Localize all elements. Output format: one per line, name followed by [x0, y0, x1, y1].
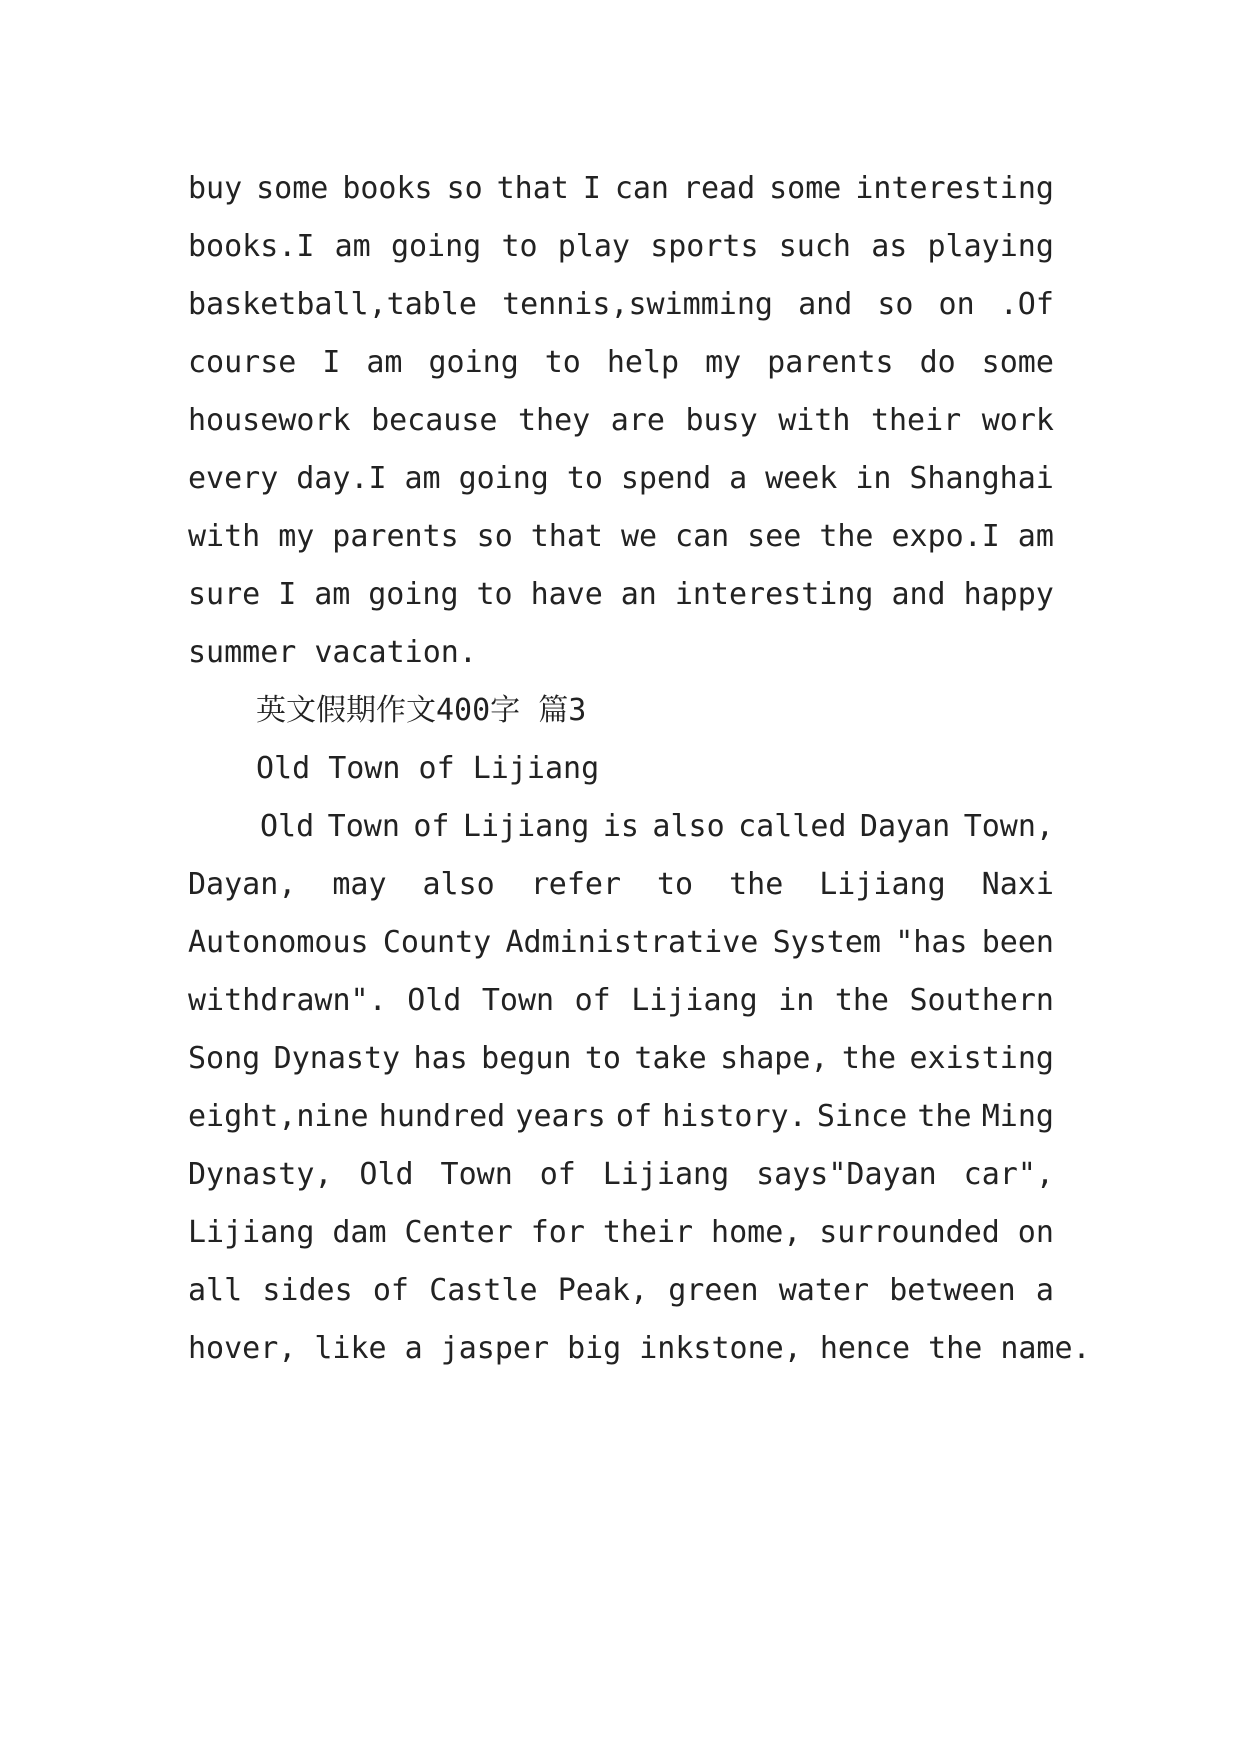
word: busy: [685, 403, 758, 438]
word: going: [458, 461, 549, 496]
word: also: [422, 867, 495, 902]
word: summer: [188, 635, 297, 670]
word: in: [778, 983, 815, 1018]
word: of: [539, 1157, 576, 1192]
word: Castle: [429, 1273, 538, 1308]
word: the: [834, 983, 889, 1018]
word: Town: [440, 1157, 513, 1192]
word: a: [1035, 1273, 1054, 1308]
word: to: [566, 461, 603, 496]
word: I: [278, 577, 297, 612]
word: Dayan,: [188, 867, 297, 902]
word: spend: [620, 461, 712, 496]
word: car",: [963, 1157, 1054, 1192]
text-line: [188, 1088, 1054, 1146]
word: books.I: [188, 229, 315, 264]
word: so: [476, 519, 513, 554]
word: of: [413, 809, 450, 844]
word: Ming: [981, 1099, 1054, 1134]
word: some: [256, 171, 329, 206]
text-line: [188, 450, 1054, 508]
word: and: [891, 577, 946, 612]
word: to: [544, 345, 581, 380]
word: every: [188, 461, 279, 496]
text-line: [188, 566, 1054, 624]
word: hence: [819, 1331, 911, 1366]
word: Peak,: [557, 1273, 649, 1308]
text-line: [188, 856, 1054, 914]
word: basketball,table: [188, 287, 477, 322]
essay-title-text: Old Town of Lijiang: [256, 751, 600, 786]
word: am: [314, 577, 351, 612]
word: that: [496, 171, 569, 206]
word: Lijiang: [462, 809, 590, 844]
word: do: [919, 345, 956, 380]
word: dam: [332, 1215, 387, 1250]
word: going: [390, 229, 482, 264]
text-line: [188, 392, 1054, 450]
word: their: [602, 1215, 694, 1250]
word: am: [366, 345, 403, 380]
word: of: [372, 1273, 409, 1308]
word: sure: [188, 577, 261, 612]
word: such: [778, 229, 851, 264]
word: the: [819, 519, 874, 554]
text-line: [188, 972, 1054, 1030]
text-line: [188, 1262, 1054, 1320]
word: Autonomous: [188, 925, 369, 960]
word: can: [675, 519, 730, 554]
text-line: [188, 1030, 1054, 1088]
word: the: [928, 1331, 983, 1366]
section-heading-text: 英文假期作文400字 篇3: [256, 693, 587, 728]
word: Shanghai: [909, 461, 1054, 496]
word: big: [567, 1331, 622, 1366]
word: playing: [927, 229, 1054, 264]
word: for: [530, 1215, 585, 1250]
section-heading: [188, 682, 1054, 740]
word: inkstone,: [639, 1331, 802, 1366]
word: has: [413, 1041, 468, 1076]
word: "has: [895, 925, 968, 960]
word: expo.I: [891, 519, 1000, 554]
text-line: [188, 334, 1054, 392]
word: refer: [530, 867, 622, 902]
word: Lijiang: [631, 983, 758, 1018]
word: .Of: [999, 287, 1054, 322]
word: so: [446, 171, 483, 206]
word: help: [606, 345, 680, 380]
word: interesting: [855, 171, 1054, 206]
text-line: [188, 508, 1054, 566]
text-line: [188, 276, 1054, 334]
word: Center: [404, 1215, 513, 1250]
word: and: [798, 287, 853, 322]
word: Old: [407, 983, 462, 1018]
word: Dynasty: [273, 1041, 401, 1076]
word: parents: [767, 345, 894, 380]
word: am: [404, 461, 441, 496]
word: have: [530, 577, 603, 612]
text-line: [188, 798, 1054, 856]
word: is: [602, 809, 639, 844]
word: history.: [662, 1099, 807, 1134]
word: to: [501, 229, 538, 264]
word: a: [729, 461, 748, 496]
word: shape,: [720, 1041, 829, 1076]
word: can: [614, 171, 669, 206]
word: vacation.: [314, 635, 477, 670]
word: Dynasty,: [188, 1157, 333, 1192]
word: am: [1017, 519, 1054, 554]
word: tennis,swimming: [502, 287, 773, 322]
text-line: [188, 218, 1054, 276]
word: buy: [188, 171, 243, 206]
word: jasper: [440, 1331, 550, 1366]
word: says"Dayan: [756, 1157, 937, 1192]
word: Southern: [909, 983, 1054, 1018]
word: so: [877, 287, 914, 322]
word: eight,nine: [188, 1099, 369, 1134]
word: Dayan: [859, 809, 951, 844]
word: on: [938, 287, 975, 322]
word: hover,: [188, 1331, 297, 1366]
word: going: [428, 345, 519, 380]
word: withdrawn".: [188, 983, 387, 1018]
word: green: [668, 1273, 759, 1308]
word: with: [188, 519, 261, 554]
word: of: [615, 1099, 653, 1134]
word: as: [871, 229, 908, 264]
word: years: [515, 1099, 606, 1134]
word: hundred: [378, 1099, 506, 1134]
word: sports: [650, 229, 759, 264]
word: to: [476, 577, 513, 612]
document-body: [188, 160, 1091, 1378]
word: going: [368, 577, 459, 612]
word: Since: [816, 1099, 908, 1134]
word: in: [855, 461, 892, 496]
word: Town,: [963, 809, 1054, 844]
word: because: [371, 403, 498, 438]
word: Town: [481, 983, 555, 1018]
word: System: [772, 925, 881, 960]
word: to: [584, 1041, 621, 1076]
word: are: [610, 403, 665, 438]
word: Lijiang: [819, 867, 946, 902]
word: they: [518, 403, 591, 438]
continued-paragraph: [188, 160, 1054, 682]
word: Naxi: [981, 867, 1054, 902]
word: Song: [188, 1041, 261, 1076]
word: parents: [332, 519, 459, 554]
word: been: [981, 925, 1054, 960]
word: books: [342, 171, 433, 206]
essay-title: [188, 740, 1054, 798]
word: my: [278, 519, 315, 554]
word: a: [404, 1331, 423, 1366]
text-line: [188, 1204, 1054, 1262]
word: am: [334, 229, 371, 264]
word: some: [769, 171, 842, 206]
word: the: [729, 867, 784, 902]
word: home,: [711, 1215, 802, 1250]
word: Town: [327, 809, 400, 844]
word: their: [870, 403, 962, 438]
word: the: [841, 1041, 897, 1076]
word: I: [322, 345, 341, 380]
word: Old: [260, 809, 315, 844]
word: housework: [188, 403, 351, 438]
word: with: [778, 403, 851, 438]
word: between: [889, 1273, 1016, 1308]
text-line: [188, 1146, 1054, 1204]
word: on: [1017, 1215, 1054, 1250]
word: water: [778, 1273, 870, 1308]
word: see: [747, 519, 802, 554]
word: that: [530, 519, 603, 554]
word: the: [917, 1099, 972, 1134]
word: Lijiang: [602, 1157, 730, 1192]
word: of: [574, 983, 611, 1018]
word: an: [620, 577, 657, 612]
essay-paragraph: [188, 798, 1091, 1378]
word: County: [382, 925, 492, 960]
text-line: [188, 160, 1054, 218]
word: all: [188, 1273, 243, 1308]
word: also: [652, 809, 725, 844]
word: read: [682, 171, 756, 206]
word: course: [188, 345, 297, 380]
text-line: [188, 624, 1054, 682]
word: sides: [262, 1273, 353, 1308]
word: day.I: [296, 461, 387, 496]
word: existing: [909, 1041, 1054, 1076]
word: some: [981, 345, 1054, 380]
word: begun: [481, 1041, 572, 1076]
word: work: [981, 403, 1054, 438]
word: play: [557, 229, 630, 264]
word: surrounded: [819, 1215, 1000, 1250]
word: may: [332, 867, 387, 902]
word: name.: [1000, 1331, 1091, 1366]
word: Old: [359, 1157, 414, 1192]
word: we: [620, 519, 658, 554]
word: happy: [963, 577, 1054, 612]
word: to: [657, 867, 694, 902]
word: my: [705, 345, 742, 380]
text-line: [188, 1320, 1091, 1378]
word: I: [582, 171, 601, 206]
word: week: [765, 461, 838, 496]
word: Lijiang: [188, 1215, 315, 1250]
text-line: [188, 914, 1054, 972]
word: interesting: [674, 577, 874, 612]
word: Administrative: [505, 925, 759, 960]
word: take: [634, 1041, 707, 1076]
word: called: [738, 809, 847, 844]
word: like: [314, 1331, 387, 1366]
